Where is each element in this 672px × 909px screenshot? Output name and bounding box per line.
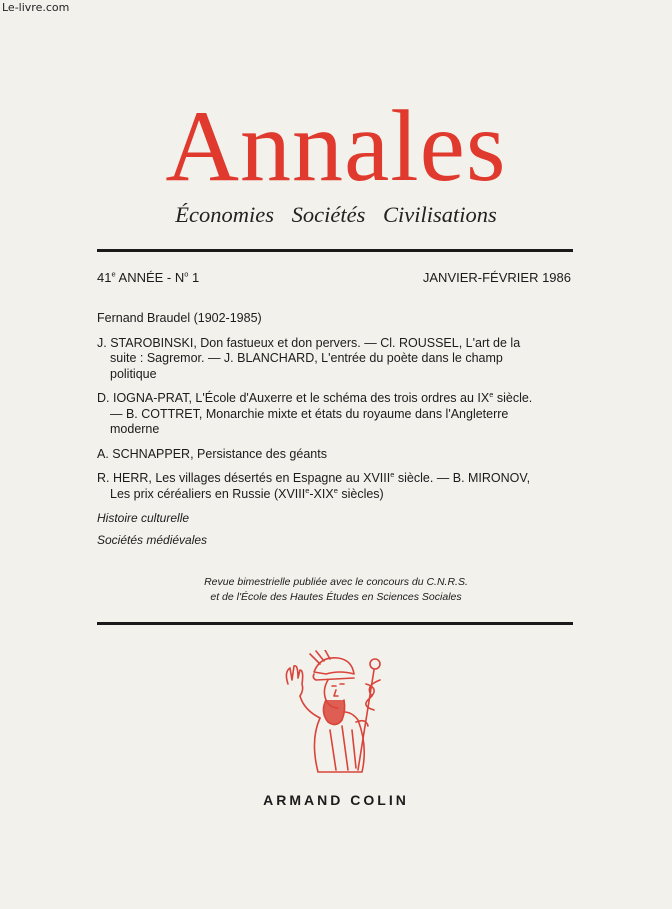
contents-entry-herr: R. HERR, Les villages désertés en Espagne au XVIIIe siècle. — B. MIRONOV, Les prix céréaliers en Russie (XVIIIe-XIXe siècles) xyxy=(97,469,531,501)
watermark: Le-livre.com xyxy=(2,1,70,14)
journal-title: Annales xyxy=(165,90,507,203)
subtitle-economies: Économies xyxy=(175,202,274,227)
section-societes-medievales: Sociétés médiévales xyxy=(97,532,208,547)
contents-entry-schnapper: A. SCHNAPPER, Persistance des géants xyxy=(97,446,327,461)
issue-date: JANVIER-FÉVRIER 1986 xyxy=(422,270,571,285)
section-histoire-culturelle: Histoire culturelle xyxy=(97,511,190,525)
publication-notice: Revue bimestrielle publiée avec le concours du C.N.R.S. et de l'École des Hautes Études en Sciences Sociales xyxy=(204,576,468,603)
contents-entry-starobinski: J. STAROBINSKI, Don fastueux et don pervers. — Cl. ROUSSEL, L'art de la suite : Sagremor. — J. BLANCHARD, L'entrée du poète dans le champ politique xyxy=(97,335,521,381)
hermes-emblem-icon xyxy=(270,650,400,785)
publisher-name: ARMAND COLIN xyxy=(263,792,409,808)
subtitle-societes: Sociétés xyxy=(291,202,366,227)
subtitle-civilisations: Civilisations xyxy=(382,202,497,227)
journal-subtitle xyxy=(0,202,672,228)
top-rule xyxy=(97,249,573,252)
table-of-contents xyxy=(97,311,572,554)
issue-volume: 41e ANNÉE - $N^o$ 1 xyxy=(97,269,200,285)
issue-info-row xyxy=(97,270,571,285)
bottom-rule xyxy=(97,622,573,625)
contents-entry-braudel: Fernand Braudel (1902-1985) xyxy=(97,311,262,325)
contents-entry-iogna-prat: D. IOGNA-PRAT, L'École d'Auxerre et le schéma des trois ordres au IXe siècle. — B. COTTRET, Monarchie mixte et états du royaume dans l'Angleterre moderne xyxy=(97,389,533,436)
